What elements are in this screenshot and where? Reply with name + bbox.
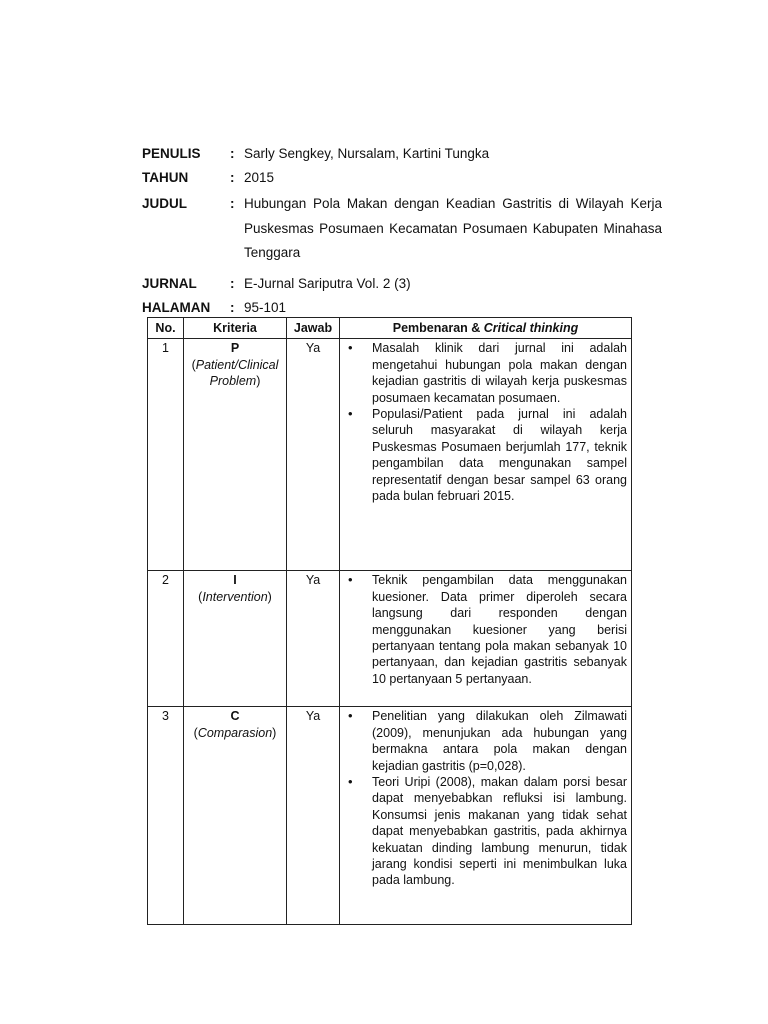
meta-value-penulis: Sarly Sengkey, Nursalam, Kartini Tungka — [244, 146, 490, 161]
kriteria-paren-close: ) — [272, 725, 277, 740]
meta-value-tahun: 2015 — [244, 170, 275, 185]
table-row — [148, 339, 632, 571]
header-kriteria: Kriteria — [184, 318, 287, 339]
meta-colon: : — [230, 170, 235, 185]
row-pembenaran — [340, 571, 632, 707]
meta-colon: : — [230, 146, 235, 161]
kriteria-paren-open: ( — [198, 589, 203, 604]
meta-label-jurnal: JURNAL — [142, 275, 197, 291]
table-header-row — [148, 318, 632, 339]
header-no: No. — [148, 318, 184, 339]
row-jawab: Ya — [287, 707, 340, 925]
list-item: • Populasi/Patient pada jurnal ini adalah seluruh masyarakat di wilayah kerja Puskesmas Posumaen berjumlah 177, teknik pengambilan data mengunakan sampel representatif dengan besar sampel 63 orang pada bulan februari 2015. — [344, 406, 627, 504]
list-item: • Teori Uripi (2008), makan dalam porsi besar dapat menyebabkan refluksi isi lambung. Konsumsi jenis makanan yang tidak sehat dapat menyebabkan gastritis, pada akhirnya kekuatan dinding lambung menurun, tidak jarang kondisi seperti ini menimbulkan luka pada lambung. — [344, 774, 627, 889]
list-item: • Penelitian yang dilakukan oleh Zilmawati (2009), menunjukan ada hubungan yang bermakna antara pola makan dengan kejadian gastritis (p=0,028). — [344, 708, 627, 774]
meta-label-tahun: TAHUN — [142, 170, 189, 185]
pico-table — [147, 317, 632, 925]
row-jawab: Ya — [287, 339, 340, 571]
row-no: 2 — [148, 571, 184, 707]
header-jawab: Jawab — [287, 318, 340, 339]
kriteria-code: C — [230, 709, 240, 724]
table-row — [148, 707, 632, 925]
table-body — [148, 339, 632, 925]
table-row — [148, 571, 632, 707]
row-pembenaran — [340, 707, 632, 925]
meta-value-halaman: 95-101 — [244, 299, 287, 315]
kriteria-paren-open: ( — [193, 725, 198, 740]
list-item: • Masalah klinik dari jurnal ini adalah mengetahui hubungan pola makan dengan kejadian gastritis di wilayah kerja puskesmas posumaen kecamatan posumaen. — [344, 340, 627, 406]
meta-value-judul: Hubungan Pola Makan dengan Keadian Gastritis di Wilayah Kerja Puskesmas Posumaen Kecamatan Posumaen Kabupaten Minahasa Tenggara — [244, 196, 662, 260]
meta-penulis — [142, 144, 662, 164]
meta-label-halaman: HALAMAN — [142, 299, 211, 315]
header-pembenaran-text: Pembenaran & — [392, 321, 484, 335]
meta-colon: : — [230, 299, 235, 315]
meta-tahun — [142, 168, 662, 188]
row-jawab: Ya — [287, 571, 340, 707]
points-list — [344, 340, 627, 504]
points-list — [344, 708, 627, 888]
list-item: • Teknik pengambilan data menggunakan kuesioner. Data primer diperoleh secara langsung dari responden dengan menggunakan kuesioner yang berisi pertanyaan tentang pola makan sebanyak 10 pertanyaan, dan kejadian gastritis sebanyak 10 pertanyaan 5 pertanyaan. — [344, 572, 627, 687]
meta-value-jurnal: E-Jurnal Sariputra Vol. 2 (3) — [244, 275, 411, 291]
kriteria-desc: Comparasion — [197, 725, 273, 740]
meta-colon: : — [230, 275, 235, 291]
meta-colon: : — [230, 196, 235, 211]
document-metadata — [142, 144, 662, 322]
meta-label-judul: JUDUL — [142, 196, 188, 211]
row-kriteria — [184, 707, 287, 925]
row-pembenaran — [340, 339, 632, 571]
kriteria-paren-close: ) — [256, 374, 261, 389]
kriteria-desc: Patient/Clinical Problem — [195, 357, 279, 389]
points-list — [344, 572, 627, 687]
row-kriteria — [184, 571, 287, 707]
meta-halaman — [142, 298, 662, 318]
kriteria-desc: Intervention — [202, 589, 268, 604]
row-no: 1 — [148, 339, 184, 571]
kriteria-paren-close: ) — [267, 589, 272, 604]
header-pembenaran — [340, 318, 632, 339]
meta-label-penulis: PENULIS — [142, 146, 201, 161]
meta-jurnal — [142, 274, 662, 294]
kriteria-code: I — [233, 573, 237, 588]
row-no: 3 — [148, 707, 184, 925]
kriteria-paren-open: ( — [191, 357, 196, 372]
row-kriteria — [184, 339, 287, 571]
kriteria-code: P — [230, 341, 240, 356]
meta-judul — [142, 192, 662, 266]
header-critical-thinking: Critical thinking — [483, 321, 579, 335]
